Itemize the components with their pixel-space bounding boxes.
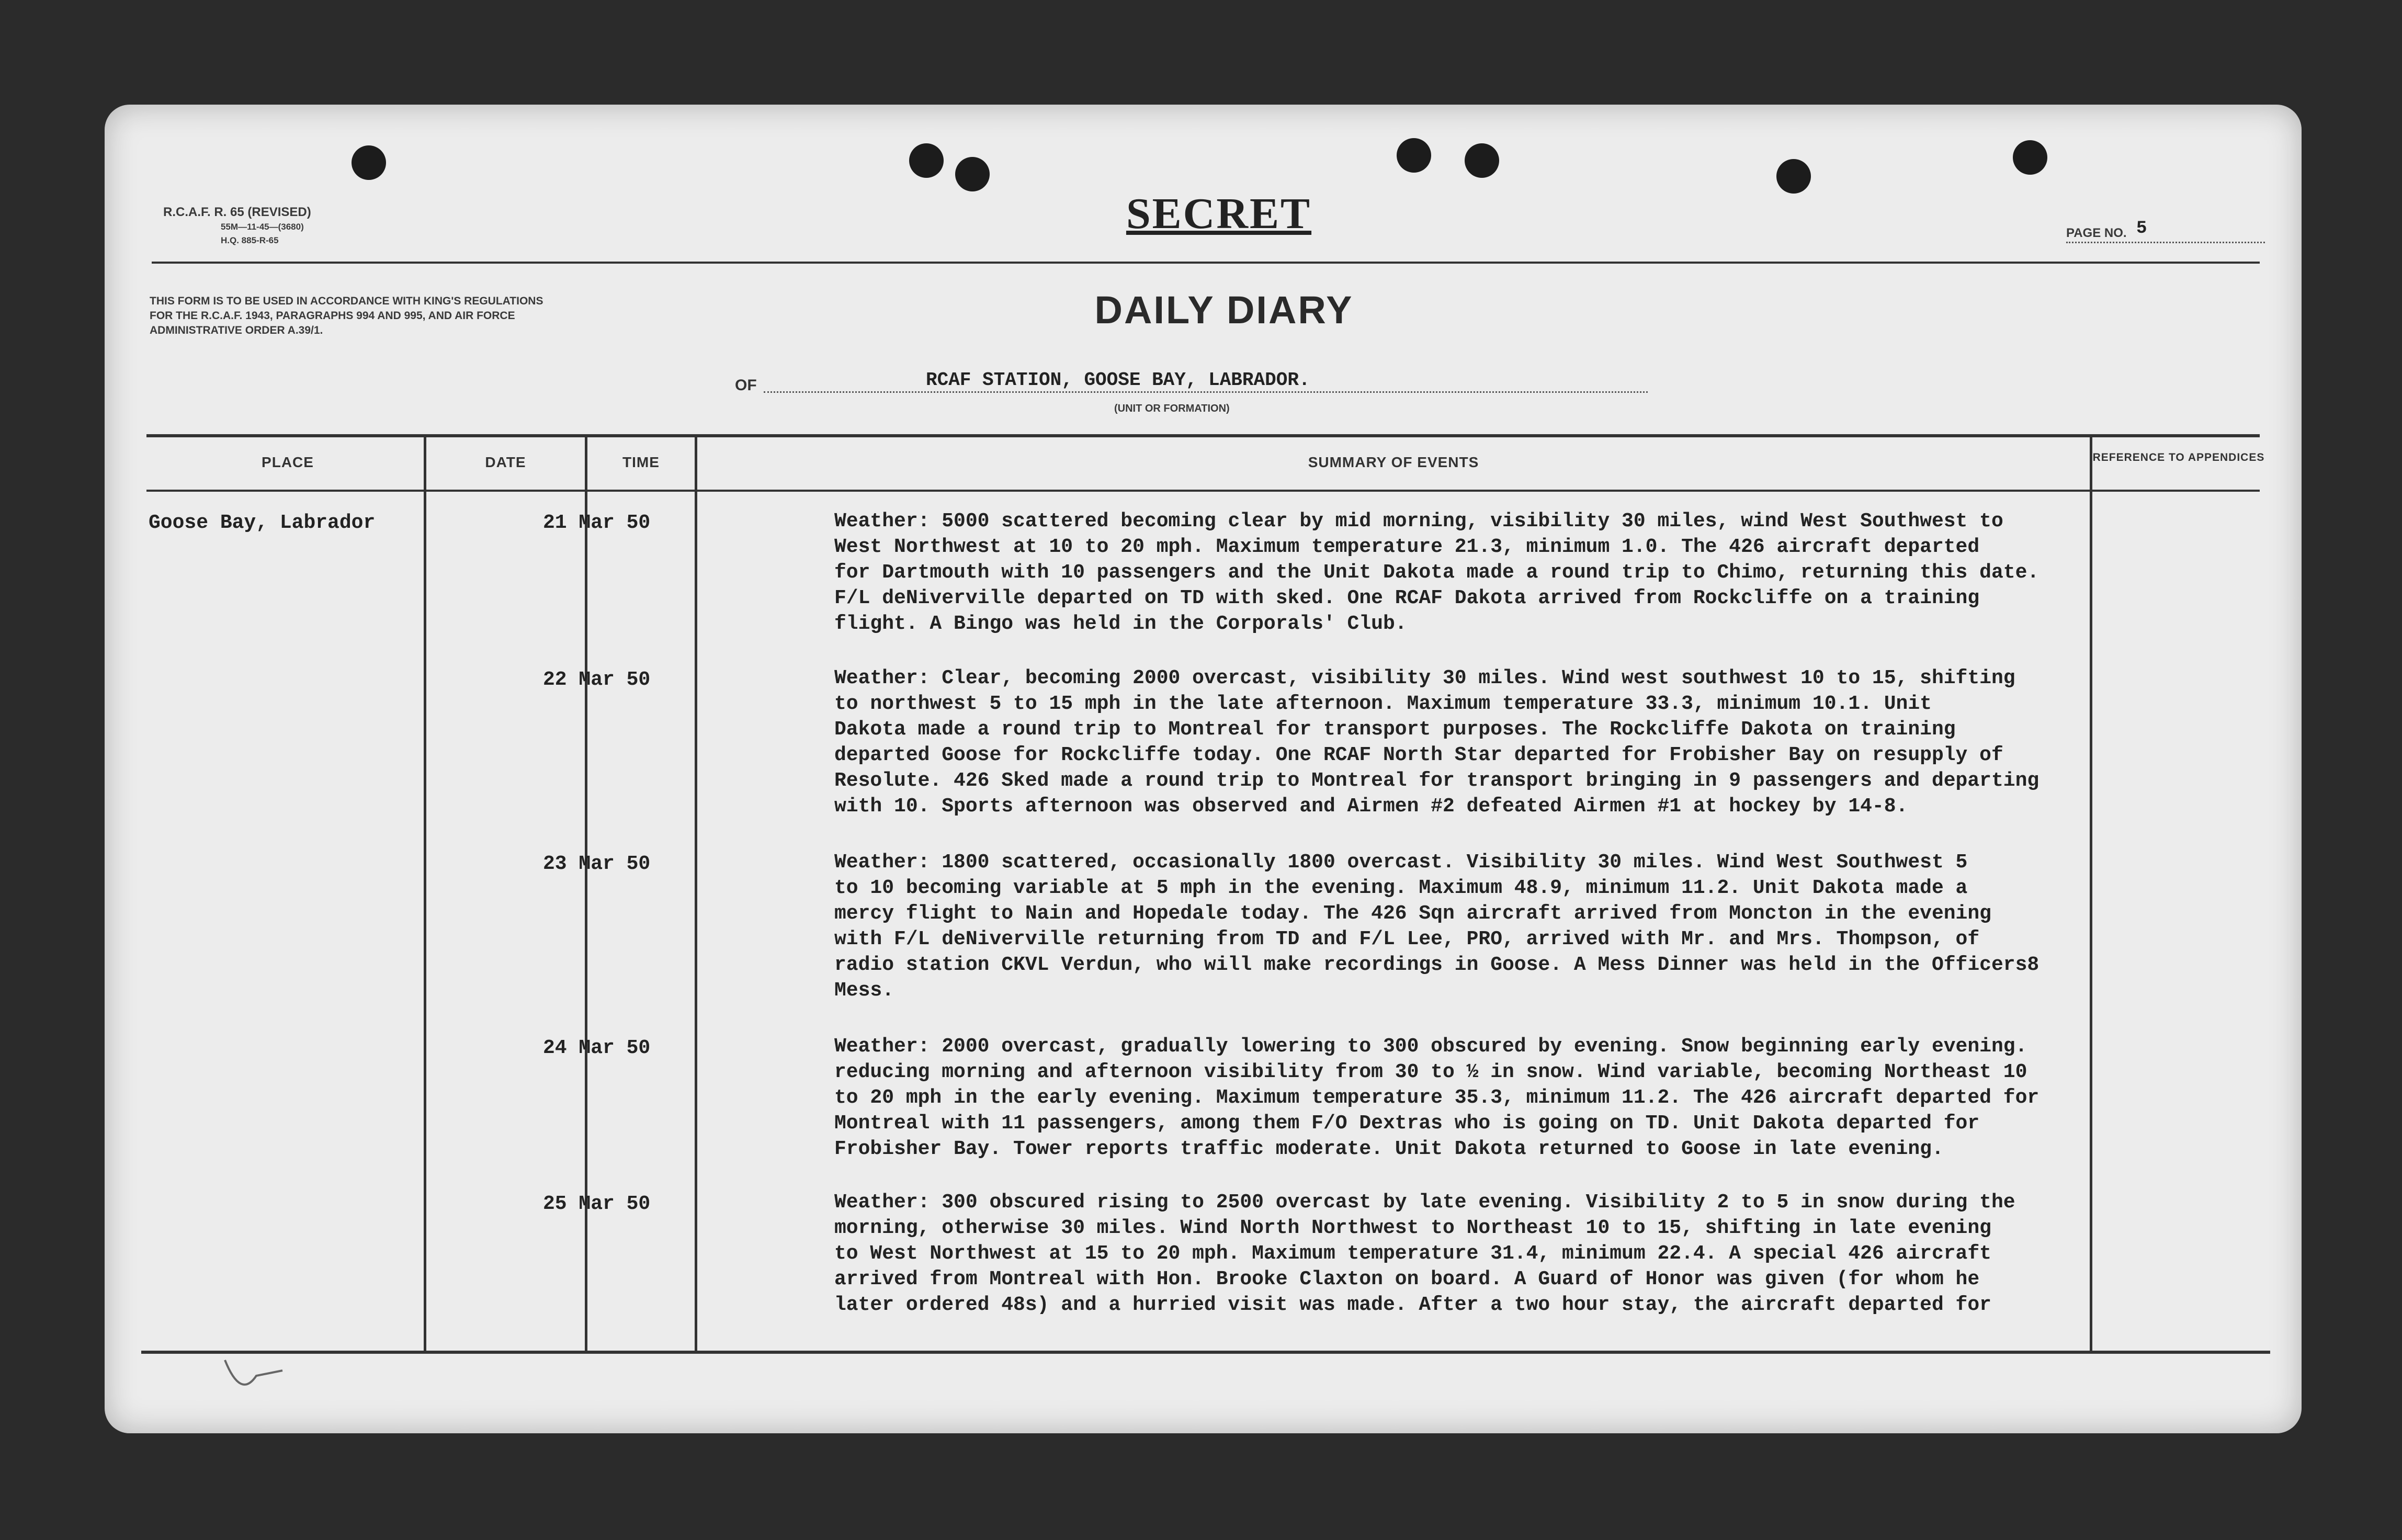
column-header-reference: REFERENCE TO APPENDICES xyxy=(2092,451,2265,463)
entry-summary: Weather: 2000 overcast, gradually lowering to 300 obscured by evening. Snow beginning early evening. reducing morning and afternoon visibility from 30 to ½ in snow. Wind variable, becoming Northeast 10 to 20 mph in the early evening. Maximum temperature 35.3, minimum 11.2. The 426 aircraft departed for Montreal with 11 passengers, among them F/O Dextras who is going on TD. Unit Dakota departed for Frobisher Bay. Tower reports traffic moderate. Unit Dakota returned to Goose in late evening. xyxy=(834,1035,2040,1160)
form-print-line: 55M—11-45—(3680) xyxy=(221,222,304,232)
punch-hole xyxy=(1397,138,1431,173)
place-cell: Goose Bay, Labrador xyxy=(149,512,376,534)
header-rule xyxy=(152,262,2260,264)
column-divider xyxy=(424,434,426,1353)
punch-hole xyxy=(2013,140,2047,175)
unit-name: RCAF STATION, GOOSE BAY, LABRADOR. xyxy=(926,369,1310,391)
entry-date: 25 Mar 50 xyxy=(543,1193,651,1215)
entry-summary: Weather: 300 obscured rising to 2500 overcast by late evening. Visibility 2 to 5 in snow during the morning, otherwise 30 miles. Wind North Northwest to Northeast 10 to 15, shifting in late evening to West Northwest at 15 to 20 mph. Maximum temperature 31.4, minimum 22.4. A special 426 aircraft arrived from Montreal with Hon. Brooke Claxton on board. A Guard of Honor was given (for whom he later ordered 48s) and a hurried visit was made. After a two hour stay, the aircraft departed for xyxy=(834,1191,2015,1316)
entry-summary: Weather: Clear, becoming 2000 overcast, visibility 30 miles. Wind west southwest 10 to 15, shifting to northwest 5 to 15 mph in the late afternoon. Maximum temperature 33.3, minimum 10.1. Unit Dakota made a round trip to Montreal for transport purposes. The Rockcliffe Dakota on training departed Goose for Rockcliffe today. One RCAF North Star departed for Frobisher Bay on resupply of Resolute. 426 Sked made a round trip to Montreal for transport bringing in 9 passengers and departing with 10. Sports afternoon was observed and Airmen #2 defeated Airmen #1 at hockey by 14-8. xyxy=(834,667,2040,818)
column-header-date: DATE xyxy=(485,454,526,470)
entry-date: 22 Mar 50 xyxy=(543,669,651,691)
entry-date: 23 Mar 50 xyxy=(543,853,651,875)
table-header-rule xyxy=(146,490,2260,492)
form-number: R.C.A.F. R. 65 (REVISED) xyxy=(163,205,311,219)
page-title: DAILY DIARY xyxy=(1094,288,1354,332)
pencil-mark xyxy=(220,1355,298,1397)
page-number-field xyxy=(2066,219,2265,243)
punch-hole xyxy=(909,143,944,178)
form-print-line: H.Q. 885-R-65 xyxy=(221,235,279,245)
column-header-time: TIME xyxy=(622,454,660,470)
table-bottom-rule xyxy=(141,1351,2270,1354)
of-label: OF xyxy=(735,377,757,394)
column-header-summary: SUMMARY OF EVENTS xyxy=(1308,454,1479,470)
unit-caption: (UNIT OR FORMATION) xyxy=(1114,403,1230,414)
page-number: 5 xyxy=(2136,219,2147,239)
diary-page xyxy=(105,105,2302,1433)
page-number-label: PAGE NO. xyxy=(2066,226,2127,240)
column-divider xyxy=(695,434,697,1353)
punch-hole xyxy=(955,157,990,191)
entry-summary: Weather: 5000 scattered becoming clear by mid morning, visibility 30 miles, wind West Southwest to West Northwest at 10 to 20 mph. Maximum temperature 21.3, minimum 1.0. The 426 aircraft departed for Dartmouth with 10 passengers and the Unit Dakota made a round trip to Chimo, returning this date. F/L deNiverville departed on TD with sked. One RCAF Dakota arrived from Rockcliffe on a training flight. A Bingo was held in the Corporals' Club. xyxy=(834,510,2040,635)
table-top-rule xyxy=(146,434,2260,437)
entry-date: 21 Mar 50 xyxy=(543,512,651,534)
form-instructions: THIS FORM IS TO BE USED IN ACCORDANCE WITH KING'S REGULATIONS FOR THE R.C.A.F. 1943, PARAGRAPHS 994 AND 995, AND AIR FORCE ADMINISTRATIVE ORDER A.39/1. xyxy=(150,295,543,336)
entry-date: 24 Mar 50 xyxy=(543,1037,651,1059)
entry-summary: Weather: 1800 scattered, occasionally 1800 overcast. Visibility 30 miles. Wind West Southwest 5 to 10 becoming variable at 5 mph in the evening. Maximum 48.9, minimum 11.2. Unit Dakota made a mercy flight to Nain and Hopedale today. The 426 Sqn aircraft arrived from Moncton in the evening with F/L deNiverville returning from TD and F/L Lee, PRO, arrived with Mr. and Mrs. Thompson, of radio station CKVL Verdun, who will make recordings in Goose. A Mess Dinner was held in the Officers8 Mess. xyxy=(834,851,2040,1002)
punch-hole xyxy=(352,145,386,180)
classification-heading: SECRET xyxy=(1126,189,1312,238)
punch-hole xyxy=(1465,143,1499,178)
punch-hole xyxy=(1776,159,1811,194)
column-header-place: PLACE xyxy=(262,454,314,470)
